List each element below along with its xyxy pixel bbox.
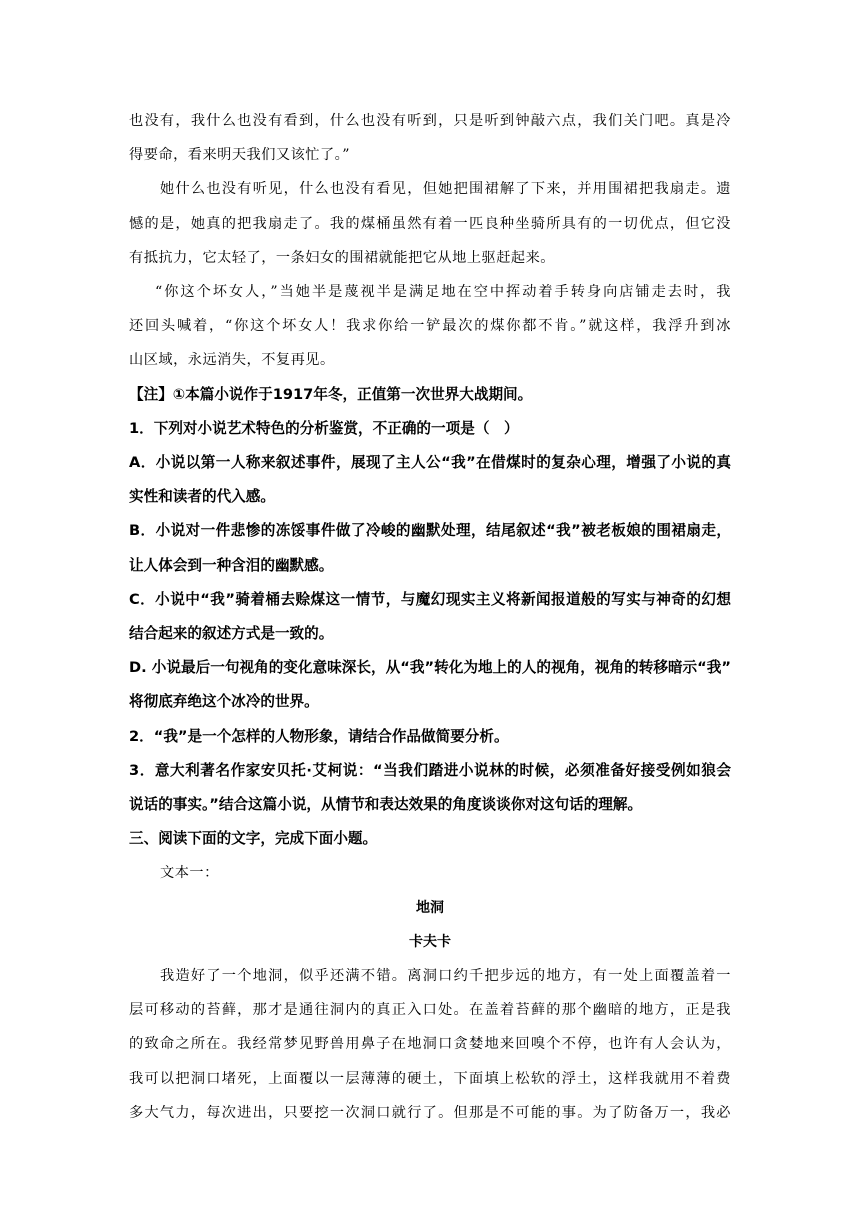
text-line: C．小说中“我”骑着桶去赊煤这一情节，与魔幻现实主义将新闻报道般的写实与神奇的幻想	[129, 590, 731, 608]
text-line: “你这个坏女人，”当她半是蔑视半是满足地在空中挥动着手转身向店铺走去时，我	[155, 284, 731, 301]
text-line: B．小说对一件悲惨的冻馁事件做了冷峻的幽默处理，结尾叙述“我”被老板娘的围裙扇走，	[129, 522, 731, 540]
text-label: 文本一：	[160, 865, 219, 882]
text-line: 说话的事实。”结合这篇小说，从情节和表达效果的角度谈谈你对这句话的理解。	[129, 796, 643, 814]
option-a	[129, 446, 731, 514]
text-line: 有抵抗力，它太轻了，一条妇女的围裙就能把它从地上驱赶起来。	[129, 249, 555, 266]
text-line: 的致命之所在。我经常梦见野兽用鼻子在地洞口贪婪地来回嗅个不停，也许有人会认为，	[129, 1036, 731, 1053]
story-author: 卡夫卡	[409, 933, 451, 950]
footnote: 【注】①本篇小说作于1917年冬，正值第一次世界大战期间。	[129, 385, 533, 403]
text-line: D. 小说最后一句视角的变化意味深长，从“我”转化为地上的人的视角，视角的转移暗示“我”	[129, 659, 731, 677]
text-line: 多大气力，每次进出，只要挖一次洞口就行了。但那是不可能的事。为了防备万一，我必	[129, 1104, 731, 1121]
story-title: 地洞	[416, 899, 444, 916]
text-line: A．小说以第一人称来叙述事件，展现了主人公“我”在借煤时的复杂心理，增强了小说的真	[129, 454, 731, 472]
text-line: 也没有，我什么也没有看到，什么也没有听到，只是听到钟敲六点，我们关门吧。真是冷	[129, 113, 731, 129]
text-line: 层可移动的苔藓，那才是通往洞内的真正入口处。在盖着苔藓的那个幽暗的地方，正是我	[129, 1002, 731, 1019]
text-line: 还回头喊着，“你这个坏女人！我求你给一铲最次的煤你都不肯。”就这样，我浮升到冰	[129, 318, 731, 335]
text-line: 我造好了一个地洞，似乎还满不错。离洞口约千把步远的地方，有一处上面覆盖着一	[160, 968, 731, 985]
text-line: 实性和读者的代入感。	[129, 488, 275, 506]
question-stem: 1．下列对小说艺术特色的分析鉴赏，不正确的一项是（ ）	[129, 419, 519, 437]
question-3	[129, 754, 731, 822]
text-line: 憾的是，她真的把我扇走了。我的煤桶虽然有着一匹良种坐骑所具有的一切优点，但它没	[129, 215, 731, 232]
option-d	[129, 651, 731, 719]
section-heading: 三、阅读下面的文字，完成下面小题。	[129, 830, 378, 848]
question-1	[129, 412, 731, 720]
option-b	[129, 514, 731, 582]
document-page	[129, 104, 731, 1130]
text-line: 我可以把洞口堵死，上面覆以一层薄薄的硬土，下面填上松软的浮土，这样我就用不着费	[129, 1070, 731, 1087]
question-2: 2．“我”是一个怎样的人物形象，请结合作品做简要分析。	[129, 727, 509, 745]
passage-2	[129, 959, 731, 1130]
text-line: 3．意大利著名作家安贝托·艾柯说：“当我们踏进小说林的时候，必须准备好接受例如狼会	[129, 761, 731, 779]
text-line: 结合起来的叙述方式是一致的。	[129, 625, 334, 643]
text-line: 山区域，永远消失，不复再见。	[129, 352, 335, 369]
option-c	[129, 583, 731, 651]
text-line: 让人体会到一种含泪的幽默感。	[129, 556, 334, 574]
passage-1-paragraph-1	[129, 104, 731, 172]
text-line: 将彻底弃绝这个冰冷的世界。	[129, 693, 319, 711]
text-line: 得要命，看来明天我们又该忙了。”	[129, 147, 350, 164]
passage-1-paragraph-3	[129, 275, 731, 378]
text-line: 她什么也没有听见，什么也没有看见，但她把围裙解了下来，并用围裙把我扇走。遗	[160, 181, 731, 198]
passage-1-paragraph-2	[129, 172, 731, 275]
